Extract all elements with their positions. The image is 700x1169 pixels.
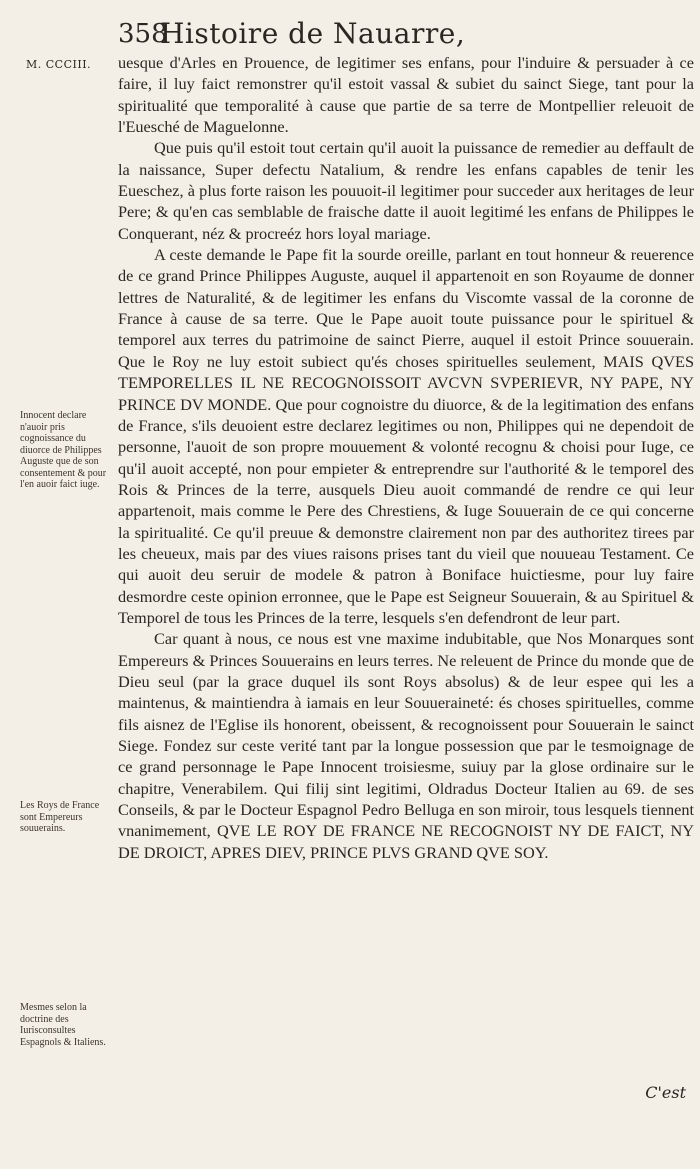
marginal-note-innocent: Innocent declare n'auoir pris cognoissance du diuorce de Philippes Auguste que de son consentement & pour l'en auoir faict iuge. [20, 410, 107, 490]
paragraph-1: uesque d'Arles en Prouence, de legitimer ses enfans, pour l'induire & persuader à ce faire, il luy faict remonstrer qu'il estoit vassal & subiet du sainct Siege, tant pour la spiritualité que temporalité à cause que partie de sa terre de Montpellier releuoit de l'Euesché de Maguelonne. [118, 53, 694, 137]
body-text [118, 52, 694, 863]
paragraph-3: A ceste demande le Pape fit la sourde oreille, parlant en tout honneur & reuerence de ce grand Prince Philippes Auguste, auquel il appartenoit en son Royaume de donner lettres de Naturalité, & de legitimer les enfans du Viscomte vassal de la coronne de France à cause de sa terre. Que le Pape auoit toute puissance pour le spirituel & temporel aux terres du patrimoine de sainct Pierre, auquel il estoit Prince souuerain. Que le Roy ne luy estoit subiect qu'és choses spirituelles seulement, MAIS QVES TEMPORELLES IL NE RECOGNOISSOIT AVCVN SVPERIEVR, NY PAPE, NY PRINCE DV MONDE. Que pour cognoistre du diuorce, & de la legitimation des enfans de France, s'ils deuoient estre declarez legitimes ou non, Philippes qui ne dependoit de personne, l'auoit de son propre mouuement & volonté recognu & choisi pour Iuge, ce qu'il auoit accepté, non pour empieter & entreprendre sur l'authorité & le temporel des Rois & Princes de la terre, ausquels Dieu auoit commandé de rendre ce qui leur appartenoit, mais comme le Pere des Chrestiens, & Iuge Souuerain de ce qui concerne la spiritualité. Ce qu'il preuue & demonstre clairement non par des authoritez tirees par les cheueux, mais par des viues raisons prises tant du vieil que nouueau Testament. Ce qui auoit deu seruir de modele & patron à Boniface huictiesme, pour luy faire desmordre ceste opinion erronnee, que le Pape est Seigneur Souuerain, & au Spirituel & Temporel de tous les Princes de la terre, lesquels s'en defendront de leur part. [118, 245, 694, 627]
paragraph-4: Car quant à nous, ce nous est vne maxime indubitable, que Nos Monarques sont Empereurs & Princes Souuerains en leurs terres. Ne releuent de Prince du monde que de Dieu seul (par la grace duquel ils sont Roys absolus) & de leur espee qui les a maintenus, & maintiendra à iamais en leur Souueraineté: és choses spirituelles, comme fils aisnez de l'Eglise ils honorent, obeissent, & recognoissent pour Souuerain le sainct Siege. Fondez sur ceste verité tant par la longue possession que par le tesmoignage de ce grand personnage le Pape Innocent troisiesme, suiuy par la glose ordinaire sur le chapitre, Venerabilem. Qui filij sint legitimi, Oldradus Docteur Italien au 69. de ses Conseils, & par le Docteur Espagnol Pedro Belluga en son miroir, tous lesquels tiennent vnanimement, QVE LE ROY DE FRANCE NE RECOGNOIST NY DE FAICT, NY DE DROICT, APRES DIEV, PRINCE PLVS GRAND QVE SOY. [118, 629, 694, 862]
paragraph-2: Que puis qu'il estoit tout certain qu'il auoit la puissance de remedier au deffault de la naissance, Super defectu Natalium, & rendre les enfans capables de tenir les Eueschez, à plus forte raison les pouuoit-il legitimer pour succeder aux heritages de leur Pere; & qu'en cas semblable de fraische datte il auoit legitimé les enfans de Philippes le Conquerant, néz & procreéz hors loyal mariage. [118, 138, 694, 243]
running-title: Histoire de Nauarre, [160, 17, 466, 50]
marginal-note-iurisconsultes: Mesmes selon la doctrine des Iurisconsultes Espagnols & Italiens. [20, 1002, 106, 1048]
page-header [118, 14, 678, 54]
catchword: C'est [645, 1083, 686, 1102]
page-number: 358 [118, 19, 168, 49]
marginal-note-roys: Les Roys de France sont Empereurs souuerains. [20, 800, 100, 834]
date-margin-note: M. CCCIII. [26, 58, 92, 71]
